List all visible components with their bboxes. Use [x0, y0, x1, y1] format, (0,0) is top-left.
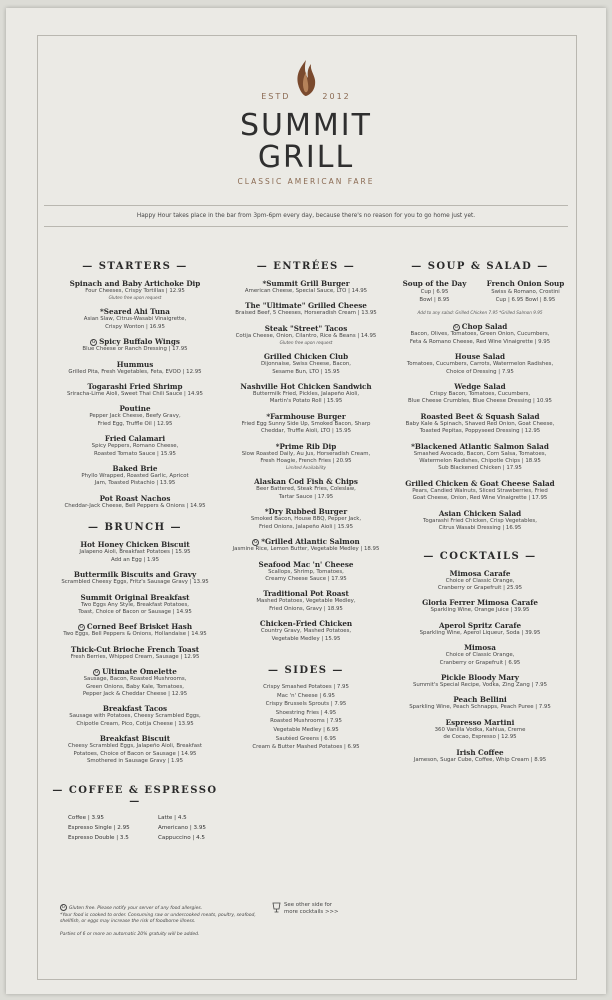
coffee-heading: — COFFEE & ESPRESSO — [52, 785, 218, 808]
item-description: Sriracha-Lime Aioli, Sweet Thai Chili Sauce | 14.95 [67, 391, 203, 398]
item-description: Pepper Jack Cheese, Beefy Gravy, Fried Egg, Truffle Oil | 12.95 [89, 413, 181, 427]
item-description: Blue Cheese or Ranch Dressing | 17.95 [82, 346, 188, 353]
item-description: Jalapeno Aioli, Breakfast Potatoes | 15.95 Add an Egg | 1.95 [79, 549, 191, 563]
item-description: Scrambled Cheesy Eggs, Fritz's Sausage Gravy | 13.95 [61, 579, 209, 586]
item-description: Fried Egg Sunny Side Up, Smoked Bacon, Sharp Cheddar, Truffle Aioli, LTO | 15.95 [241, 420, 371, 435]
column-right [392, 261, 568, 770]
brunch-item [50, 667, 220, 698]
column-middle [222, 261, 390, 752]
brunch-item [50, 593, 220, 617]
item-note: Gluten free upon request [279, 340, 333, 346]
gluten-free-note: G Gluten free. Please notify your server of any food allergies. [61, 905, 203, 911]
salads-list [392, 322, 568, 532]
item-description: Buttermilk Fried, Pickles, Jalapeño Aioli, Martin's Potato Roll | 15.95 [252, 391, 360, 405]
side-item: Crispy Smashed Potatoes | 7.95 [263, 683, 349, 690]
entree-item [222, 301, 390, 317]
item-name: Breakfast Tacos [102, 704, 168, 714]
item-name: *Blackened Atlantic Salmon Salad [411, 441, 549, 451]
item-description: Sausage, Bacon, Roasted Mushrooms, Green Onions, Baby Kale, Tomatoes, Pepper Jack & Cheddar Cheese | 12.95 [82, 676, 188, 697]
item-name: *Dry Rubbed Burger [264, 507, 348, 517]
item-name: Breakfast Biscuit [99, 734, 171, 744]
side-item: Vegetable Medley | 6.95 [273, 726, 339, 733]
item-description: Smashed Avocado, Bacon, Corn Salsa, Tomatoes, Watermelon Radishes, Chipotle Chips | 18.95 Sub Blackened Chicken | 17.95 [413, 450, 547, 472]
item-name: Peach Bellini [453, 695, 507, 705]
item-description: Two Eggs, Bell Peppers & Onions, Hollandaise | 14.95 [63, 631, 207, 638]
item-name: Pot Roast Nachos [99, 493, 171, 503]
item-description: Pears, Candied Walnuts, Sliced Strawberries, Fried Goat Cheese, Onion, Red Wine Vinaigrette | 17.95 [412, 487, 548, 502]
item-name: Poutine [119, 404, 151, 414]
item-description: Fresh Berries, Whipped Cream, Sausage | 12.95 [70, 653, 200, 660]
item-description: 360 Vanilla Vodka, Kahlua, Creme de Cocao, Espresso | 12.95 [434, 726, 526, 741]
gluten-free-icon: G [94, 670, 99, 676]
salad-item [392, 509, 568, 533]
entree-item [222, 382, 390, 406]
item-description: Spicy Peppers, Romano Cheese, Roasted Tomato Sauce | 15.95 [91, 443, 179, 457]
item-name: Roasted Beet & Squash Salad [420, 411, 540, 421]
item-description: Sparkling Wine, Peach Schnapps, Peach Puree | 7.95 [409, 704, 551, 711]
side-item: Sautéed Greens | 6.95 [275, 735, 337, 742]
item-description: Braised Beef, 5 Cheeses, Horseradish Cream | 13.95 [235, 310, 377, 317]
starter-item [50, 279, 220, 301]
starter-item [50, 360, 220, 376]
sides-heading: — SIDES — [268, 664, 344, 676]
entree-item [222, 412, 390, 436]
starter-item [50, 307, 220, 331]
item-name: Grilled Chicken Club [263, 352, 349, 362]
item-name: Espresso Martini [445, 717, 515, 727]
starters-heading: — STARTERS — [82, 261, 188, 272]
item-description: Four Cheeses, Crispy Tortillas | 12.95 [85, 288, 185, 294]
item-name: G Spicy Buffalo Wings [91, 337, 180, 347]
coffee-item: Cappuccino | 4.5 [158, 834, 205, 841]
item-name: G Ultimate Omelette [94, 667, 177, 677]
item-name: G *Grilled Atlantic Salmon [254, 537, 360, 547]
side-item: Crispy Brussels Sprouts | 7.95 [265, 701, 347, 708]
gluten-free-icon: G [454, 325, 458, 331]
coffee-item: Americano | 3.95 [158, 824, 206, 831]
cocktail-item [392, 673, 568, 689]
coffee-item: Latte | 4.5 [158, 815, 187, 822]
item-name: Nashville Hot Chicken Sandwich [240, 382, 372, 392]
starters-list [50, 279, 220, 510]
coffee-item: Coffee | 3.95 [68, 815, 104, 822]
item-note: Gluten free upon request [108, 295, 162, 301]
item-name: *Summit Grill Burger [262, 279, 350, 288]
soup-of-the-day: Soup of the Day Cup | 6.95 Bowl | 8.95 [402, 279, 467, 304]
item-name: Seafood Mac 'n' Cheese [258, 559, 354, 569]
brunch-item [50, 540, 220, 564]
gluten-free-icon: G [79, 625, 84, 631]
entree-item [222, 442, 390, 472]
item-name: G Chop Salad [454, 322, 508, 332]
restaurant-title-line2: GRILL [257, 140, 355, 175]
entree-item [222, 352, 390, 376]
item-description: Slow Roasted Daily, Au Jus, Horseradish Cream, Fresh Hoagie, French Fries | 20.95 [241, 450, 371, 465]
item-description: Country Gravy, Mashed Potatoes, Vegetable Medley | 15.95 [260, 628, 352, 642]
side-item: Mac 'n' Cheese | 6.95 [277, 692, 335, 699]
item-name: Summit Original Breakfast [80, 592, 190, 602]
restaurant-title-line1: SUMMIT [240, 108, 372, 143]
item-description: Smoked Bacon, House BBQ, Pepper Jack, Fried Onions, Jalapeño Aioli | 15.95 [250, 516, 362, 530]
starter-item [50, 434, 220, 458]
divider-bottom [44, 226, 568, 227]
item-name: Irish Coffee [456, 747, 504, 757]
cocktails-list [392, 569, 568, 764]
cocktail-item [392, 643, 568, 667]
item-name: Traditional Pot Roast [263, 589, 349, 599]
side-item: Cream & Butter Mashed Potatoes | 6.95 [252, 744, 360, 751]
item-description: Grilled Pita, Fresh Vegetables, Feta, EVOO | 12.95 [68, 368, 202, 375]
item-name: Asian Chicken Salad [438, 508, 522, 518]
entree-item [222, 477, 390, 501]
cocktail-item [392, 748, 568, 764]
salad-item [392, 322, 568, 346]
brunch-heading: — BRUNCH — [88, 522, 182, 534]
entree-item [222, 589, 390, 613]
item-name: Steak "Street" Tacos [264, 323, 348, 333]
item-name: Hot Honey Chicken Biscuit [80, 540, 190, 550]
cocktail-item [392, 621, 568, 637]
entree-item [222, 537, 390, 553]
entree-item [222, 619, 390, 643]
divider-top [44, 205, 568, 206]
item-description: Dijonnaise, Swiss Cheese, Bacon, Sesame Bun, LTO | 15.95 [260, 361, 352, 375]
item-name: Pickle Bloody Mary [441, 672, 519, 682]
salad-item [392, 412, 568, 436]
gluten-free-icon: G [91, 340, 96, 346]
cocktail-item [392, 695, 568, 711]
item-name: *Prime Rib Dip [275, 441, 337, 451]
item-description: Sausage with Potatoes, Cheesy Scrambled Eggs, Chipotle Cream, Pico, Cotija Cheese | 13.95 [69, 713, 201, 727]
cocktail-glass-icon [272, 902, 281, 913]
starter-item [50, 337, 220, 353]
item-name: Chicken-Fried Chicken [259, 619, 353, 629]
brunch-item [50, 622, 220, 638]
item-description: Togarashi Fried Chicken, Crisp Vegetables, Citrus Wasabi Dressing | 16.95 [423, 517, 537, 532]
entrees-heading: — ENTRÉES — [256, 261, 356, 272]
starter-item [50, 382, 220, 398]
column-left [50, 261, 220, 843]
item-note: Limited Availability [285, 465, 327, 471]
item-name: Baked Brie [112, 464, 158, 474]
item-name: Grilled Chicken & Goat Cheese Salad [405, 478, 555, 488]
item-description: Cheesy Scrambled Eggs, Jalapeño Aioli, Breakfast Potatoes, Choice of Bacon or Sausage | 14.95 Smothered in Sausage Gravy | 1.95 [68, 743, 202, 764]
starter-item [50, 464, 220, 488]
entree-item [222, 507, 390, 531]
french-onion-soup: French Onion Soup Swiss & Romano, Crostini Cup | 6.95 Bowl | 8.95 [486, 279, 565, 304]
starter-item [50, 404, 220, 428]
item-name: Alaskan Cod Fish & Chips [254, 477, 358, 487]
item-description: American Cheese, Special Sauce, LTO | 14.95 [244, 288, 368, 294]
item-name: Togarashi Fried Shrimp [87, 382, 183, 392]
coffee-item: Espresso Double | 3.5 [68, 834, 129, 841]
item-description: Summit's Special Recipe, Vodka, Zing Zang | 7.95 [412, 681, 548, 688]
brunch-item [50, 704, 220, 728]
item-name: Mimosa [464, 643, 496, 653]
item-description: Cheddar-Jack Cheese, Bell Peppers & Onions | 14.95 [64, 502, 206, 509]
gluten-free-icon: G [61, 905, 66, 910]
gratuity-note: Parties of 6 or more an automatic 20% gratuity will be added. [60, 931, 200, 937]
item-description: Jasmine Rice, Lemon Butter, Vegetable Medley | 18.95 [232, 546, 380, 553]
item-name: Mimosa Carafe [449, 568, 511, 578]
item-name: House Salad [454, 352, 506, 362]
item-description: Bacon, Olives, Tomatoes, Green Onion, Cucumbers, Feta & Romano Cheese, Red Wine Vinaigrette | 9.95 [409, 331, 551, 345]
starter-item [50, 494, 220, 510]
raw-food-warning: *Your food is cooked to order. Consuming raw or undercooked meats, poultry, seafood, shellfish, or eggs may increase the risk of foodborne illness. [60, 912, 256, 925]
item-description: Mashed Potatoes, Vegetable Medley, Fried Onions, Gravy | 18.95 [256, 598, 356, 612]
coffee-list [50, 814, 220, 843]
footer-notes [60, 904, 260, 938]
see-other-side: See other side for more cocktails >>> [272, 902, 392, 916]
item-name: Hummus [116, 359, 154, 369]
item-description: Cotija Cheese, Onion, Cilantro, Rice & Beans | 14.95 [235, 332, 377, 339]
item-description: Baby Kale & Spinach, Shaved Red Onion, Goat Cheese, Toasted Pepitas, Poppyseed Dressing | 12.95 [405, 420, 555, 435]
coffee-item: Espresso Single | 2.95 [68, 824, 130, 831]
item-name: *Farmhouse Burger [266, 411, 346, 421]
item-name: Spinach and Baby Artichoke Dip [69, 279, 201, 288]
entree-item [222, 279, 390, 295]
sides-list [222, 683, 390, 752]
established-year: ESTD 2012 [261, 92, 351, 101]
happy-hour-note: Happy Hour takes place in the bar from 3pm-6pm every day, because there's no reason for you to go home just yet. [136, 213, 476, 219]
brunch-item [50, 645, 220, 661]
item-name: Buttermilk Biscuits and Gravy [73, 570, 197, 580]
gluten-free-icon: G [254, 540, 258, 546]
item-description: Two Eggs Any Style, Breakfast Potatoes, Toast, Choice of Bacon or Sausage | 14.95 [78, 601, 192, 615]
cocktail-item [392, 569, 568, 593]
entree-item [222, 560, 390, 584]
salad-item [392, 352, 568, 376]
brunch-list [50, 540, 220, 765]
entrees-list [222, 279, 390, 643]
item-description: Choice of Classic Orange, Cranberry or Grapefruit | 25.95 [437, 577, 523, 591]
tagline: CLASSIC AMERICAN FARE [237, 177, 375, 186]
soups [392, 279, 568, 310]
item-description: Sparkling Wine, Aperol Liqueur, Soda | 39.95 [419, 629, 541, 636]
item-description: Asian Slaw, Citrus-Wasabi Vinaigrette, Crispy Wonton | 16.95 [83, 316, 187, 330]
salad-add-note: Add to any salad: Grilled Chicken 7.95 *Grilled Salmon 9.95 [417, 310, 543, 316]
salad-item [392, 479, 568, 503]
side-item: Shoestring Fries | 4.95 [275, 709, 337, 716]
cocktail-item [392, 598, 568, 614]
entree-item [222, 324, 390, 346]
item-name: Gloria Ferrer Mimosa Carafe [422, 598, 538, 608]
item-description: Sparkling Wine, Orange Juice | 39.95 [430, 607, 530, 614]
item-description: Crispy Bacon, Tomatoes, Cucumbers, Blue Cheese Crumbles, Blue Cheese Dressing | 10.95 [408, 391, 552, 405]
brunch-item [50, 570, 220, 586]
item-name: Thick-Cut Brioche French Toast [70, 644, 200, 654]
item-description: Beer Battered, Steak Fries, Coleslaw, Tartar Sauce | 17.95 [256, 486, 356, 500]
item-name: G Corned Beef Brisket Hash [79, 622, 193, 632]
cocktail-item [392, 718, 568, 742]
item-description: Tomatoes, Cucumbers, Carrots, Watermelon Radishes, Choice of Dressing | 7.95 [406, 361, 554, 375]
brunch-item [50, 734, 220, 765]
item-name: Aperol Spritz Carafe [438, 620, 522, 630]
cocktails-heading: — COCKTAILS — [423, 550, 537, 562]
item-name: *Seared Ahi Tuna [100, 307, 170, 317]
item-description: Phyllo Wrapped, Roasted Garlic, Apricot Jam, Toasted Pistachio | 13.95 [81, 473, 189, 487]
side-item: Roasted Mushrooms | 7.95 [270, 718, 342, 725]
item-description: Jameson, Sugar Cube, Coffee, Whip Cream | 8.95 [413, 756, 547, 763]
soup-salad-heading: — SOUP & SALAD — [411, 261, 549, 272]
salad-item [392, 442, 568, 473]
item-name: Fried Calamari [104, 434, 166, 444]
item-name: The "Ultimate" Grilled Cheese [245, 301, 367, 311]
item-description: Choice of Classic Orange, Cranberry or Grapefruit | 6.95 [439, 652, 521, 666]
item-name: Wedge Salad [454, 382, 506, 392]
salad-item [392, 382, 568, 406]
item-description: Scallops, Shrimp, Tomatoes, Creamy Cheese Sauce | 17.95 [265, 568, 347, 582]
